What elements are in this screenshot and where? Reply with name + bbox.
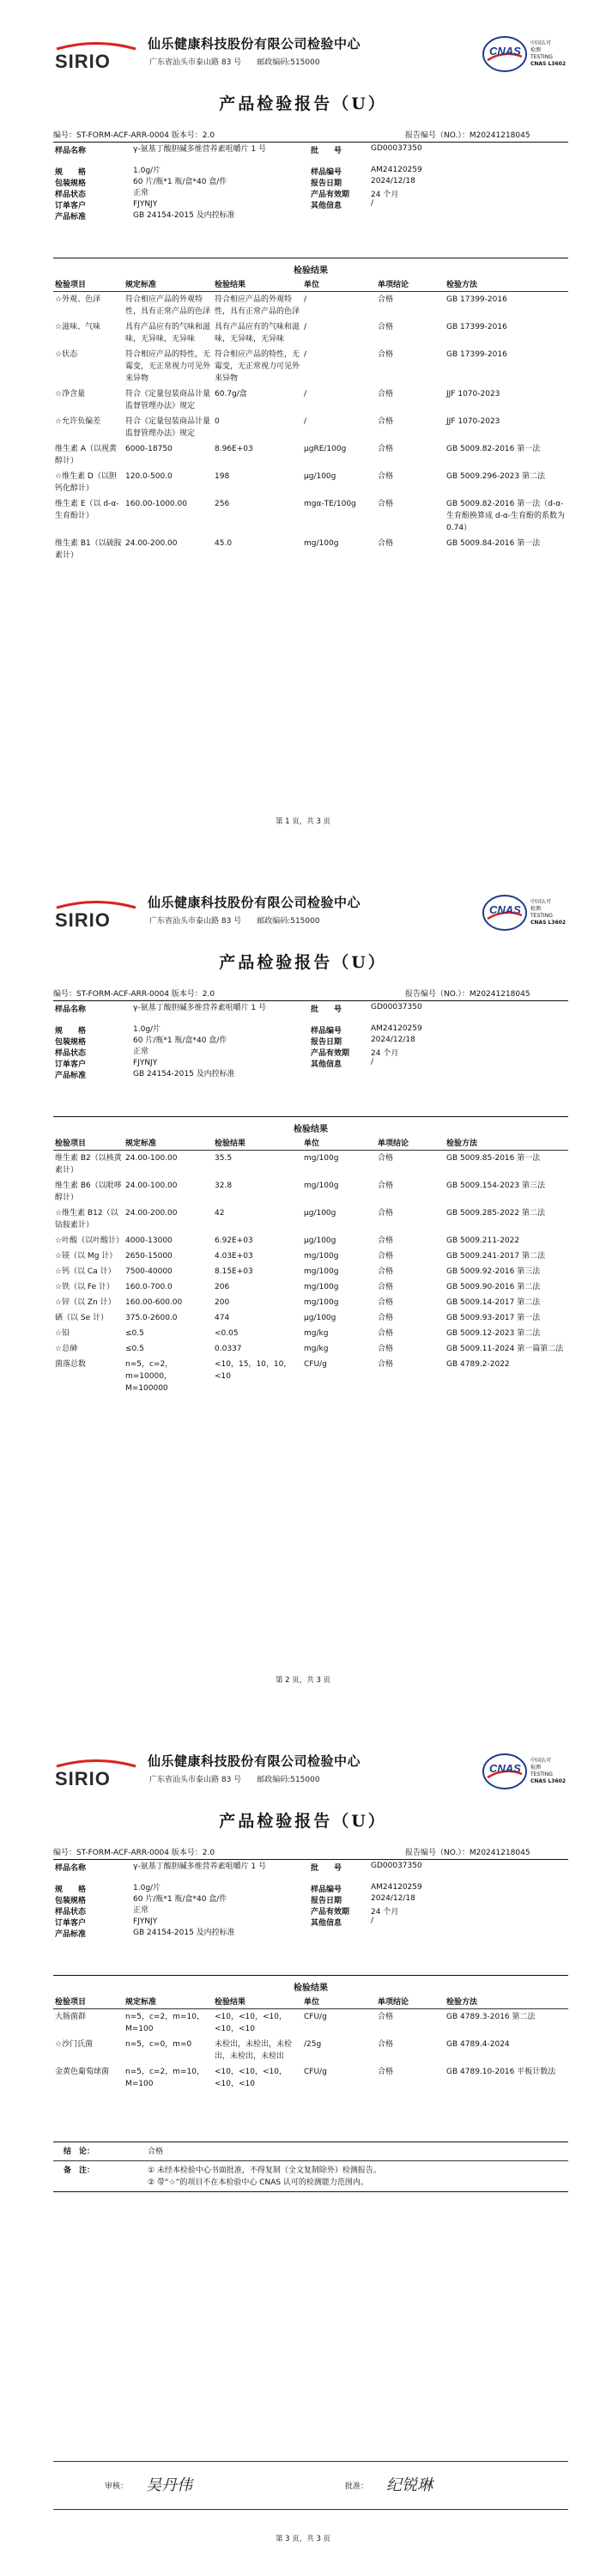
table-cell: 42: [215, 1209, 225, 1218]
table-cell: ≤0.5: [125, 1345, 144, 1353]
table-cell: 合格: [378, 1209, 394, 1218]
company-name: 仙乐健康科技股份有限公司检验中心: [148, 895, 361, 910]
divider: [53, 2509, 568, 2510]
table-cell: ☆镁（以 Mg 计）: [55, 1252, 118, 1261]
table-row: [53, 441, 568, 469]
table-cell: 符合《定量包装商品计量监督管理办法》规定: [125, 417, 211, 438]
table-cell: ☆锌（以 Zn 计）: [55, 1298, 116, 1307]
table-cell: 金黄色葡萄球菌: [55, 2068, 110, 2076]
table-cell: 未检出，未检出，未检出，未检出，未检出: [215, 2040, 293, 2061]
table-cell: <10，<10，<10，<10，<10: [215, 2068, 287, 2088]
table-row: [53, 2037, 568, 2064]
table-cell: 合格: [378, 500, 394, 508]
column-header: 检验方法: [445, 1135, 568, 1151]
table-cell: 2650-15000: [125, 1252, 173, 1261]
table-cell: ☆维生素 B12（以钴胺素计）: [55, 1209, 118, 1230]
table-cell: 具有产品应有的气味和滋味，无异味，无异味: [215, 323, 300, 343]
column-header: 检验结果: [213, 276, 302, 292]
table-row: [53, 347, 568, 386]
report-title: 产品检验报告（U）: [219, 953, 387, 972]
table-cell: 合格: [378, 2068, 394, 2076]
cnas-logo: [482, 1752, 577, 1791]
table-cell: μgRE/100g: [304, 445, 347, 453]
table-cell: mg/kg: [304, 1329, 329, 1338]
report-page-3: [0, 1717, 606, 2576]
table-cell: GB 5009.12-2023 第二法: [446, 1329, 541, 1338]
table-cell: 硒（以 Se 计）: [55, 1314, 108, 1322]
logo-text: SIRIO: [55, 909, 111, 929]
svg-text:SIRIO: SIRIO: [55, 1768, 111, 1788]
column-header: 检验项目: [53, 1994, 124, 2009]
table-cell: 200: [215, 1298, 230, 1307]
results-title: 检验结果: [294, 1984, 328, 1993]
company-address: [149, 56, 336, 67]
cnas-caption-en: TESTING: [530, 54, 553, 60]
cnas-text: CNAS: [489, 45, 521, 58]
table-cell: 24.00-100.00: [125, 1154, 178, 1163]
table-cell: 合格: [378, 417, 394, 426]
table-cell: mg/100g: [304, 1182, 339, 1190]
results-table: [53, 1135, 568, 1396]
table-cell: 维生素 B1（以硫胺素计）: [55, 539, 122, 560]
report-page-2: [0, 859, 606, 1717]
table-cell: mg/100g: [304, 1154, 339, 1163]
table-cell: 合格: [378, 1360, 394, 1369]
batch-value: GD00037350: [371, 144, 422, 153]
table-cell: ☆总砷: [55, 1345, 78, 1353]
table-cell: 合格: [378, 2040, 394, 2049]
svg-text:中国认可: 中国认可: [530, 899, 552, 905]
table-cell: 24.00-200.00: [125, 1209, 178, 1218]
signature-block: [53, 2473, 568, 2507]
svg-text:CNAS: CNAS: [489, 1762, 521, 1775]
table-cell: GB 5009.285-2022 第二法: [446, 1209, 545, 1218]
column-header: 单位: [302, 1135, 376, 1151]
table-cell: 具有产品应有的气味和滋味，无异味，无异味: [125, 323, 211, 343]
table-row: [53, 1341, 568, 1357]
report-meta: [53, 129, 568, 141]
column-header: 单位: [302, 1994, 376, 2009]
page-header: [53, 33, 577, 77]
table-cell: 合格: [378, 1154, 394, 1163]
page-header: [53, 891, 577, 936]
table-cell: n=5，c=0，m=0: [125, 2040, 192, 2049]
report-page-1: [0, 0, 606, 859]
table-cell: GB 4789.4-2024: [446, 2040, 510, 2049]
table-cell: 合格: [378, 539, 394, 548]
table-cell: GB 5009.93-2017 第一法: [446, 1314, 541, 1322]
table-cell: GB 5009.82-2016 第一法: [446, 445, 541, 453]
divider: [53, 2191, 568, 2192]
divider: [53, 142, 568, 143]
results-title: 检验结果: [294, 266, 328, 276]
conclusion-value: 合格: [148, 2148, 164, 2156]
table-cell: ☆叶酸（以叶酸计）: [55, 1236, 124, 1245]
svg-text:CNAS L3602: CNAS L3602: [530, 1778, 567, 1784]
conclusion-label: 结 论：: [64, 2148, 95, 2156]
approve-label: 批准：: [345, 2482, 369, 2491]
table-cell: 120.0-500.0: [125, 472, 173, 481]
table-row: [53, 1310, 568, 1326]
table-cell: mgα-TE/100g: [304, 500, 356, 508]
svg-text:CNAS L3602: CNAS L3602: [530, 920, 567, 926]
column-header: 规定标准: [124, 1135, 213, 1151]
company-address: 广东省汕头市泰山路 83 号 邮政编码:515000: [149, 917, 320, 926]
table-cell: GB 5009.211-2022: [446, 1236, 520, 1245]
table-cell: 206: [215, 1283, 230, 1291]
page-footer: 第 1 页，共 3 页: [275, 817, 331, 826]
company-name: 仙乐健康科技股份有限公司检验中心: [148, 1753, 361, 1769]
table-cell: GB 5009.154-2023 第三法: [446, 1182, 545, 1190]
table-row: [53, 469, 568, 496]
table-cell: 合格: [378, 1252, 394, 1261]
table-row: [53, 1178, 568, 1206]
table-cell: GB 4789.2-2022: [446, 1360, 510, 1369]
table-cell: 维生素 B2（以核黄素计）: [55, 1154, 122, 1175]
results-title: 检验结果: [294, 1125, 328, 1134]
table-row: [53, 1357, 568, 1396]
table-cell: 6.92E+03: [215, 1236, 253, 1245]
cnas-logo: [482, 34, 577, 74]
table-cell: mg/100g: [304, 539, 339, 548]
table-cell: ☆滋味、气味: [55, 323, 101, 331]
logo-text: SIRIO: [55, 51, 111, 70]
table-cell: /: [304, 417, 307, 426]
svg-text:中国认可: 中国认可: [530, 1758, 552, 1764]
table-cell: 符合相应产品的外观特性，具有正常产品的色泽: [125, 295, 211, 316]
table-cell: 合格: [378, 1329, 394, 1338]
column-header: 检验结果: [213, 1994, 302, 2009]
column-header: 检验方法: [445, 1994, 568, 2009]
table-row: [53, 1295, 568, 1310]
table-row: [53, 1151, 568, 1179]
column-header: 单位: [302, 276, 376, 292]
table-cell: ☆铁（以 Fe 计）: [55, 1283, 115, 1291]
table-cell: 合格: [378, 1267, 394, 1276]
column-header: 规定标准: [124, 276, 213, 292]
report-title: 产品检验报告（U）: [219, 94, 387, 113]
table-cell: GB 5009.90-2016 第二法: [446, 1283, 541, 1291]
table-cell: GB 5009.82-2016 第一法（d-α-生育酚换算成 d-α-生育酚的系数为 0.74）: [446, 500, 566, 532]
table-cell: 合格: [378, 1345, 394, 1353]
column-header: 规定标准: [124, 1994, 213, 2009]
table-row: [53, 386, 568, 414]
table-cell: n=5，c=2，m=10，M=100: [125, 2013, 204, 2033]
table-cell: 合格: [378, 1314, 394, 1322]
divider: [53, 1975, 568, 1976]
table-cell: 合格: [378, 445, 394, 453]
table-cell: μg/100g: [304, 1209, 336, 1218]
table-cell: mg/100g: [304, 1283, 339, 1291]
table-cell: 4000-13000: [125, 1236, 173, 1245]
table-cell: 菌落总数: [55, 1360, 87, 1369]
table-cell: 8.15E+03: [215, 1267, 253, 1276]
remark-2: ② 带“☆”的项目不在本检验中心 CNAS 认可的检测能力范围内。: [148, 2178, 368, 2187]
table-cell: 24.00-100.00: [125, 1182, 178, 1190]
table-cell: ☆状态: [55, 350, 78, 359]
table-cell: GB 17399-2016: [446, 350, 507, 359]
page-footer: 第 2 页，共 3 页: [275, 1676, 331, 1685]
table-cell: ☆维生素 D（以胆钙化醇计）: [55, 472, 117, 493]
table-cell: 160.00-600.00: [125, 1298, 183, 1307]
remarks: [53, 2164, 568, 2190]
table-row: [53, 1206, 568, 1233]
sirio-logo: [53, 39, 139, 70]
column-header: 检验项目: [53, 276, 124, 292]
table-row: [53, 414, 568, 441]
table-cell: 7500-40000: [125, 1267, 173, 1276]
report-number: 报告编号（NO.）：M20241218045: [405, 131, 530, 140]
divider: [53, 2160, 568, 2161]
table-cell: 24.00-200.00: [125, 539, 178, 548]
company-name: 仙乐健康科技股份有限公司检验中心: [148, 36, 361, 52]
column-header: 检验结果: [213, 1135, 302, 1151]
approve-signature: 纪锐琳: [386, 2476, 433, 2494]
table-cell: 符合相应产品的特性，无霉变，无正常视力可见外来异物: [125, 350, 211, 383]
column-header: 检验方法: [445, 276, 568, 292]
table-cell: 474: [215, 1314, 230, 1322]
table-cell: 符合相应产品的特性，无霉变，无正常视力可见外来异物: [215, 350, 300, 383]
table-cell: μg/100g: [304, 1314, 336, 1322]
sample-info: 样品名称 γ-氨基丁酸胆碱多维营养素咀嚼片 1 号 批 号 GD00037350 规 格 1.0g/片 样品编号 AM24120259 包装规格 60 片/瓶*1 瓶/盒*40 盒/件 报告日期 2024/12/18 样品状态 正常 产品有效期 24 个月 订单客户 FJYNJY 其他信息 / 产品标准 GB 24154-2015 及内控标准: [55, 1003, 422, 1080]
company-address: 广东省汕头市泰山路 83 号 邮政编码:515000: [149, 1776, 320, 1784]
table-cell: ≤0.5: [125, 1329, 144, 1338]
column-header: 单项结论: [376, 1135, 445, 1151]
sirio-logo: [53, 1757, 139, 1788]
remarks-label: 备 注：: [64, 2166, 95, 2175]
table-cell: ☆外观、色泽: [55, 295, 101, 304]
table-cell: 合格: [378, 1298, 394, 1307]
table-cell: 35.5: [215, 1154, 233, 1163]
svg-text:检测: 检测: [530, 906, 542, 912]
table-cell: JJF 1070-2023: [446, 390, 500, 398]
divider: [53, 1859, 568, 1860]
report-title: 产品检验报告（U）: [219, 1812, 387, 1831]
table-cell: 60.7g/盒: [215, 390, 247, 398]
table-cell: 0.0337: [215, 1345, 242, 1353]
table-cell: mg/100g: [304, 1252, 339, 1261]
table-cell: 合格: [378, 2013, 394, 2021]
table-cell: 32.8: [215, 1182, 233, 1190]
postcode-text: 邮政编码:515000: [257, 58, 320, 67]
table-cell: mg/kg: [304, 1345, 329, 1353]
table-cell: 198: [215, 472, 230, 481]
review-signature: 吴丹伟: [146, 2476, 192, 2494]
svg-text:TESTING: TESTING: [530, 913, 553, 919]
table-cell: GB 5009.241-2017 第二法: [446, 1252, 545, 1261]
table-cell: 6000-18750: [125, 445, 173, 453]
table-cell: 8.96E+03: [215, 445, 253, 453]
table-cell: n=5，c=2，m=10000，M=100000: [125, 1360, 173, 1393]
table-cell: /: [304, 323, 307, 331]
column-header: 检验项目: [53, 1135, 124, 1151]
page-header: [53, 1750, 577, 1795]
table-cell: ☆允许负偏差: [55, 417, 101, 426]
divider: [53, 1000, 568, 1001]
table-cell: /: [304, 295, 307, 304]
table-cell: GB 17399-2016: [446, 323, 507, 331]
divider: [53, 1116, 568, 1117]
table-row: [53, 1326, 568, 1341]
table-cell: <0.05: [215, 1329, 239, 1338]
table-cell: GB 5009.92-2016 第三法: [446, 1267, 541, 1276]
table-cell: GB 4789.3-2016 第二法: [446, 2013, 536, 2021]
table-row: [53, 1264, 568, 1279]
table-cell: GB 5009.296-2023 第二法: [446, 472, 545, 481]
table-cell: JJF 1070-2023: [446, 417, 500, 426]
cnas-number: CNAS L3602: [530, 61, 567, 67]
form-number: 编号：ST-FORM-ACF-ARR-0004 版本号：2.0: [53, 131, 215, 140]
cnas-caption-cn2: 检测: [530, 47, 542, 53]
table-cell: 45.0: [215, 539, 233, 548]
table-cell: GB 5009.11-2024 第一篇第二法: [446, 1345, 564, 1353]
table-cell: 合格: [378, 390, 394, 398]
table-cell: mg/100g: [304, 1298, 339, 1307]
table-cell: /: [304, 390, 307, 398]
conclusion: [53, 2145, 568, 2159]
table-cell: GB 17399-2016: [446, 295, 507, 304]
table-cell: n=5，c=2，m=10，M=100: [125, 2068, 204, 2088]
table-cell: CFU/g: [304, 2013, 327, 2021]
svg-text:CNAS: CNAS: [489, 903, 521, 916]
remark-1: ① 未经本检验中心书面批准，不得复制（全文复制除外）检测报告。: [148, 2166, 381, 2175]
table-cell: 合格: [378, 1182, 394, 1190]
table-cell: μg/100g: [304, 472, 336, 481]
table-cell: 合格: [378, 1283, 394, 1291]
table-cell: 维生素 A（以视黄醇计）: [55, 445, 118, 465]
table-row: [53, 496, 568, 536]
table-cell: 合格: [378, 1236, 394, 1245]
address-text: 广东省汕头市泰山路 83 号: [149, 58, 242, 67]
table-cell: 符合相应产品的外观特性，具有正常产品的色泽: [215, 295, 300, 316]
table-cell: 维生素 B6（以吡哆醇计）: [55, 1182, 122, 1202]
cnas-logo: [482, 893, 577, 933]
table-row: [53, 319, 568, 347]
table-cell: μg/100g: [304, 1236, 336, 1245]
table-cell: 4.03E+03: [215, 1252, 253, 1261]
svg-text:TESTING: TESTING: [530, 1771, 553, 1777]
table-cell: 合格: [378, 323, 394, 331]
table-cell: 维生素 E（以 d-α-生育酚计）: [55, 500, 119, 520]
table-cell: 375.0-2600.0: [125, 1314, 178, 1322]
sample-name: γ-氨基丁酸胆碱多维营养素咀嚼片 1 号: [133, 145, 267, 154]
review-label: 审核：: [105, 2482, 129, 2491]
table-row: [53, 1249, 568, 1264]
table-cell: /25g: [304, 2040, 322, 2049]
table-cell: mg/100g: [304, 1267, 339, 1276]
table-cell: <10，15，10，10，<10: [215, 1360, 292, 1381]
table-row: [53, 536, 568, 563]
column-header: 单项结论: [376, 276, 445, 292]
sample-info: 样品名称 γ-氨基丁酸胆碱多维营养素咀嚼片 1 号 批 号 GD00037350 规 格 1.0g/片 样品编号 AM24120259 包装规格 60 片/瓶*1 瓶/盒*40 盒/件 报告日期 2024/12/18 样品状态 正常 产品有效期 24 个月 订单客户 FJYNJY 其他信息 / 产品标准 GB 24154-2015 及内控标准: [55, 1862, 422, 1939]
results-table: [53, 276, 568, 563]
table-cell: 160.00-1000.00: [125, 500, 187, 508]
table-cell: GB 5009.84-2016 第一法: [446, 539, 541, 548]
table-cell: 合格: [378, 350, 394, 359]
table-row: [53, 1279, 568, 1295]
table-row: [53, 1233, 568, 1249]
sample-info: 样品名称 γ-氨基丁酸胆碱多维营养素咀嚼片 1 号 批 号 GD00037350 规 格 1.0g/片 样品编号 AM24120259 包装规格 60 片/瓶*1 瓶/盒*40 盒/件 报告日期 2024/12/18 样品状态 正常 产品有效期 24 个月 订单客户 FJYNJY 其他信息 / 产品标准 GB 24154-2015 及内控标准: [55, 144, 422, 222]
table-row: [53, 2009, 568, 2038]
results-table: [53, 1994, 568, 2092]
svg-text:检测: 检测: [530, 1765, 542, 1771]
page-footer: 第 3 页，共 3 页: [275, 2535, 331, 2543]
table-row: [53, 292, 568, 320]
table-cell: ☆沙门氏菌: [55, 2040, 94, 2049]
table-cell: <10，<10，<10，<10，<10: [215, 2013, 287, 2033]
table-cell: 256: [215, 500, 230, 508]
table-cell: 0: [215, 417, 220, 426]
table-cell: ☆钙（以 Ca 计）: [55, 1267, 116, 1276]
table-cell: 合格: [378, 295, 394, 304]
table-cell: GB 5009.14-2017 第二法: [446, 1298, 541, 1307]
sirio-logo: [53, 898, 139, 929]
column-header: 单项结论: [376, 1994, 445, 2009]
table-cell: CFU/g: [304, 1360, 327, 1369]
table-cell: 160.0-700.0: [125, 1283, 173, 1291]
table-cell: GB 5009.85-2016 第一法: [446, 1154, 541, 1163]
report-meta: 编号：ST-FORM-ACF-ARR-0004 版本号：2.0 报告编号（NO.）：M20241218045: [53, 990, 530, 999]
table-row: [53, 2064, 568, 2092]
table-cell: ☆铅: [55, 1329, 70, 1338]
table-cell: 符合《定量包装商品计量监督管理办法》规定: [125, 390, 211, 410]
table-cell: 合格: [378, 472, 394, 481]
table-cell: ☆净含量: [55, 390, 86, 398]
cnas-caption-cn: 中国认可: [530, 40, 552, 46]
table-cell: GB 4789.10-2016 平板计数法: [446, 2068, 556, 2076]
table-cell: CFU/g: [304, 2068, 327, 2076]
divider: [53, 2461, 568, 2462]
report-meta: 编号：ST-FORM-ACF-ARR-0004 版本号：2.0 报告编号（NO.）：M20241218045: [53, 1849, 530, 1857]
table-cell: 大肠菌群: [55, 2013, 87, 2021]
table-cell: /: [304, 350, 307, 359]
